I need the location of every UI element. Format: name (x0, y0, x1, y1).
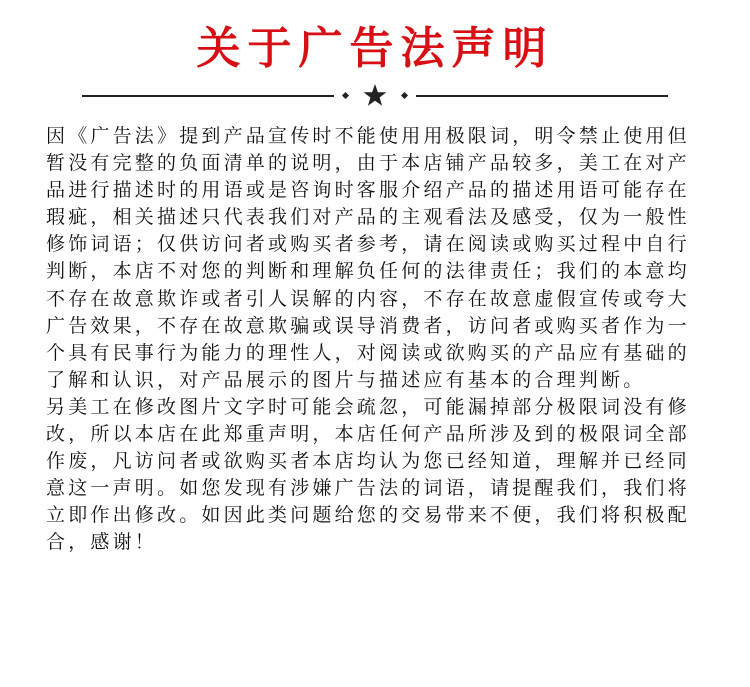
page-title: 关于广告法声明 (196, 23, 554, 74)
small-diamond-icon (401, 92, 408, 99)
title-divider (82, 83, 668, 109)
small-diamond-icon (342, 92, 349, 99)
statement-paragraph: 另美工在修改图片文字时可能会疏忽，可能漏掉部分极限词没有修改，所以本店在此郑重声明，本店任何产品所涉及到的极限词全部作废，凡访问者或欲购买者本店均认为您已经知道，理解并已经同意这一声明。如您发现有涉嫌广告法的词语，请提醒我们，我们将立即作出修改。如因此类问题给您的交易带来不便，我们将积极配合，感谢！ (46, 395, 690, 554)
statement-body (46, 123, 706, 557)
statement-paragraph: 因《广告法》提到产品宣传时不能使用用极限词，明令禁止使用但暂没有完整的负面清单的说明，由于本店铺产品较多，美工在对产品进行描述时的用语或是咨询时客服介绍产品的描述用语可能存在瑕疵，相关描述只代表我们对产品的主观看法及感受，仅为一般性修饰词语；仅供访问者或购买者参考，请在阅读或购买过程中自行判断，本店不对您的判断和理解负任何的法律责任；我们的本意均不存在故意欺诈或者引人误解的内容，不存在故意虚假宣传或夸大广告效果，不存在故意欺骗或误导消费者，访问者或购买者作为一个具有民事行为能力的理性人，对阅读或欲购买的产品应有基础的了解和认识，对产品展示的图片与描述应有基本的合理判断。 (46, 125, 690, 391)
star-icon (364, 84, 387, 106)
